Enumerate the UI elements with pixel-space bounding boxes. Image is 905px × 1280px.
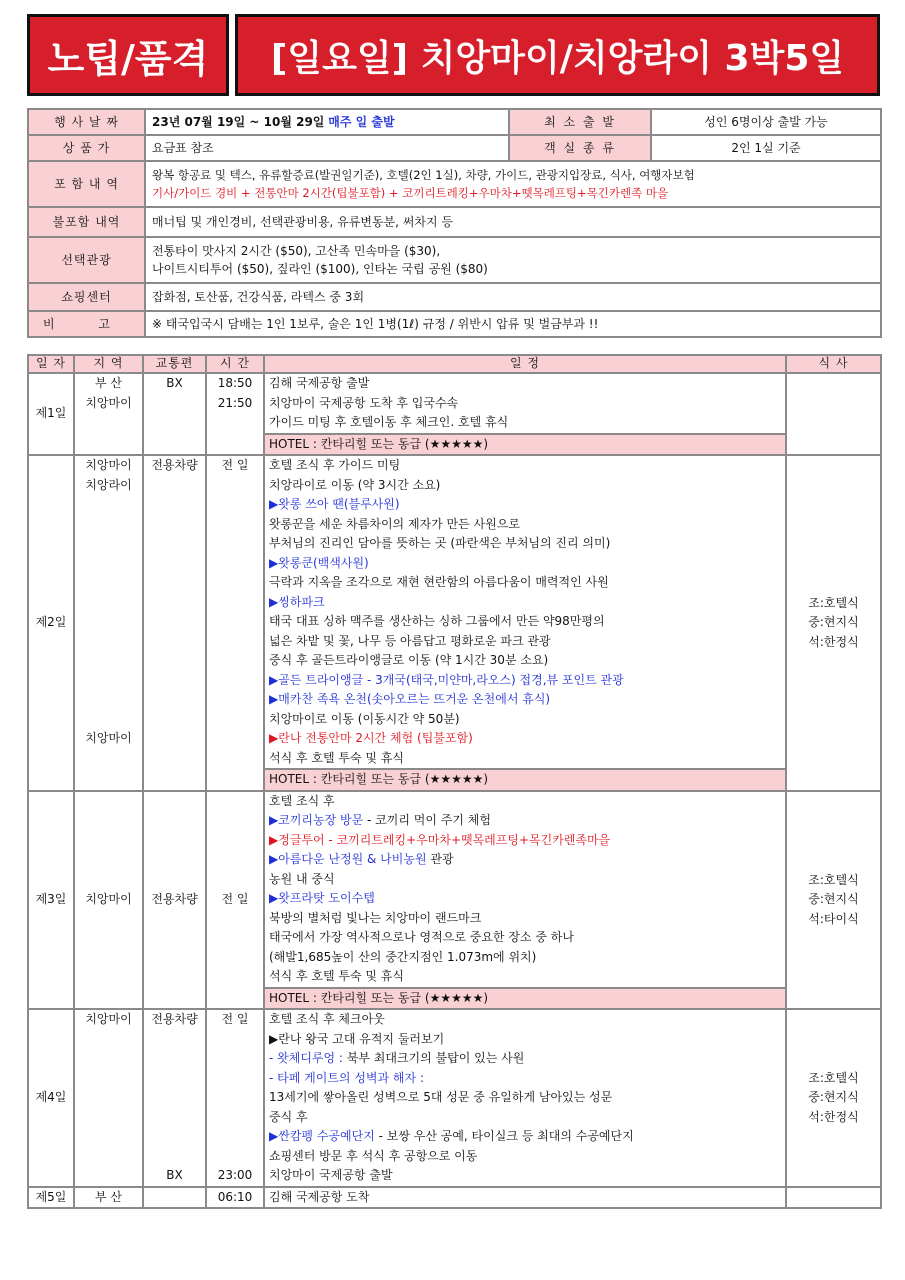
title-banner bbox=[27, 14, 880, 96]
price-value: 요금표 참조 bbox=[145, 135, 509, 161]
day1-row bbox=[28, 373, 881, 455]
header-transport: 교통편 bbox=[143, 355, 206, 373]
info-row-date bbox=[28, 109, 881, 135]
day3-meal: 조:호텔식 중:현지식 석:타이식 bbox=[786, 791, 881, 1010]
day1-hotel: HOTEL : 칸타리힐 또는 동급 (★★★★★) bbox=[265, 433, 785, 455]
info-row-price bbox=[28, 135, 881, 161]
schedule-header bbox=[28, 355, 881, 373]
day3-row bbox=[28, 791, 881, 1010]
min-label: 최 소 출 발 bbox=[509, 109, 651, 135]
header-region: 지 역 bbox=[74, 355, 143, 373]
day5-itinerary: 김해 국제공항 도착 bbox=[264, 1187, 786, 1209]
day1-meal bbox=[786, 373, 881, 455]
day2-transport: 전용차량 bbox=[143, 455, 206, 791]
info-row-excluded bbox=[28, 207, 881, 237]
day5-time: 06:10 bbox=[206, 1187, 264, 1209]
day2-meal: 조:호텔식 중:현지식 석:한정식 bbox=[786, 455, 881, 791]
info-table bbox=[27, 108, 882, 338]
header-day: 일 자 bbox=[28, 355, 74, 373]
header-meal: 식 사 bbox=[786, 355, 881, 373]
included-value: 왕복 항공료 및 텍스, 유류할증료(발권일기준), 호텔(2인 1실), 차량, 가이드, 관광지입장료, 식사, 여행자보험 기사/가이드 경비 + 전통안마 2시간(팁불포함) + 코끼리트레킹+우마차+뗏목레프팅+목긴카렌족 마을 bbox=[145, 161, 881, 207]
day4-meal: 조:호텔식 중:현지식 석:한정식 bbox=[786, 1009, 881, 1187]
header-time: 시 간 bbox=[206, 355, 264, 373]
day2-hotel: HOTEL : 칸타리힐 또는 동급 (★★★★★) bbox=[265, 768, 785, 790]
optional-label: 선택관광 bbox=[28, 237, 145, 283]
day2-itinerary: 호텔 조식 후 가이드 미팅 치앙라이로 이동 (약 3시간 소요) ▶왓롱 쓰아 땐(블루사원) 왓롱꾼을 세운 차름차이의 제자가 만든 사원으로 부처님의 진리인 담아를 뜻하는 곳 (파란색은 부처님의 진리 의미) ▶왓롱쿤(백색사원) 극락과 지옥을 조각으로 재현 현란함의 아름다움이 매력적인 사원 ▶씽하파크 태국 대표 싱하 맥주를 생산하는 싱하 그룹에서 만든 약98만평의 넓은 차밭 및 꽃, 나무 등 아름답고 평화로운 파크 관광 중식 후 골든트라이앵글로 이동 (약 1시간 30분 소요) ▶골든 트라이앵글 - 3개국(태국,미얀마,라오스) 접경,뷰 포인트 관광 ▶매카찬 족욕 온천(솟아오르는 뜨거운 온천에서 휴식) 치앙마이로 이동 (이동시간 약 50분) ▶란나 전통안마 2시간 체험 (팁불포함) 석식 후 호텔 투숙 및 휴식 HOTEL : 칸타리힐 또는 동급 (★★★★★) bbox=[264, 455, 786, 791]
date-highlight: 매주 일 출발 bbox=[328, 115, 395, 129]
info-row-note bbox=[28, 311, 881, 337]
room-value: 2인 1실 기준 bbox=[651, 135, 881, 161]
day5-row bbox=[28, 1187, 881, 1209]
day1-label: 제1일 bbox=[28, 373, 74, 455]
info-row-shopping bbox=[28, 283, 881, 311]
day5-label: 제5일 bbox=[28, 1187, 74, 1209]
room-label: 객 실 종 류 bbox=[509, 135, 651, 161]
day1-itinerary: 김해 국제공항 출발 치앙마이 국제공항 도착 후 입국수속 가이드 미팅 후 호텔이동 후 체크인. 호텔 휴식 HOTEL : 칸타리힐 또는 동급 (★★★★★) bbox=[264, 373, 786, 455]
info-row-included bbox=[28, 161, 881, 207]
day2-time: 전 일 bbox=[206, 455, 264, 791]
day5-meal bbox=[786, 1187, 881, 1209]
day1-transport: BX bbox=[143, 373, 206, 455]
day2-row bbox=[28, 455, 881, 791]
day2-region: 치앙마이 치앙라이 치앙마이 bbox=[74, 455, 143, 791]
day4-transport: 전용차량 BX bbox=[143, 1009, 206, 1187]
day3-label: 제3일 bbox=[28, 791, 74, 1010]
banner-left-title: 노팁/품격 bbox=[27, 14, 229, 96]
day4-itinerary: 호텔 조식 후 체크아웃 ▶란나 왕국 고대 유적지 둘러보기 - 왓체디루엉 : 북부 최대크기의 불탑이 있는 사원 - 타페 게이트의 성벽과 해자 : 13세기에 쌓아올린 성벽으로 5대 성문 중 유일하게 남아있는 성문 중식 후 ▶싼캄펭 수공예단지 - 보쌍 우산 공예, 타이실크 등 최대의 수공예단지 쇼핑센터 방문 후 석식 후 공항으로 이동 치앙마이 국제공항 출발 bbox=[264, 1009, 786, 1187]
price-label: 상 품 가 bbox=[28, 135, 145, 161]
header-itinerary: 일 정 bbox=[264, 355, 786, 373]
info-row-optional bbox=[28, 237, 881, 283]
date-label: 행 사 날 짜 bbox=[28, 109, 145, 135]
day4-time: 전 일 23:00 bbox=[206, 1009, 264, 1187]
note-value: ※ 태국입국시 담배는 1인 1보루, 술은 1인 1병(1ℓ) 규정 / 위반시 압류 및 벌금부과 !! bbox=[145, 311, 881, 337]
banner-right-title: [일요일] 치앙마이/치앙라이 3박5일 bbox=[235, 14, 880, 96]
day5-region: 부 산 bbox=[74, 1187, 143, 1209]
day4-region: 치앙마이 bbox=[74, 1009, 143, 1187]
included-label: 포 함 내 역 bbox=[28, 161, 145, 207]
shopping-label: 쇼핑센터 bbox=[28, 283, 145, 311]
day4-row bbox=[28, 1009, 881, 1187]
day2-label: 제2일 bbox=[28, 455, 74, 791]
min-value: 성인 6명이상 출발 가능 bbox=[651, 109, 881, 135]
day3-transport: 전용차량 bbox=[143, 791, 206, 1010]
day3-region: 치앙마이 bbox=[74, 791, 143, 1010]
excluded-value: 매너팁 및 개인경비, 선택관광비용, 유류변동분, 써차지 등 bbox=[145, 207, 881, 237]
day4-label: 제4일 bbox=[28, 1009, 74, 1187]
day3-time: 전 일 bbox=[206, 791, 264, 1010]
date-value: 23년 07월 19일 ~ 10월 29일 매주 일 출발 bbox=[145, 109, 509, 135]
note-label: 비 고 bbox=[28, 311, 145, 337]
day1-region: 부 산 치앙마이 bbox=[74, 373, 143, 455]
day1-time: 18:50 21:50 bbox=[206, 373, 264, 455]
day3-hotel: HOTEL : 칸타리힐 또는 동급 (★★★★★) bbox=[265, 987, 785, 1009]
excluded-label: 불포함 내역 bbox=[28, 207, 145, 237]
shopping-value: 잡화점, 토산품, 건강식품, 라텍스 중 3회 bbox=[145, 283, 881, 311]
day3-itinerary: 호텔 조식 후 ▶코끼리농장 방문 - 코끼리 먹이 주기 체험 ▶정글투어 - 코끼리트레킹+우마차+뗏목레프팅+목긴카렌족마을 ▶아름다운 난정원 & 나비농원 관광 농원 내 중식 ▶왓프라탓 도이수텝 북방의 별처럼 빛나는 치앙마이 랜드마크 태국에서 가장 역사적으로나 영적으로 중요한 장소 중 하나 (해발1,685높이 산의 중간지점인 1.073m에 위치) 석식 후 호텔 투숙 및 휴식 HOTEL : 칸타리힐 또는 동급 (★★★★★) bbox=[264, 791, 786, 1010]
schedule-table bbox=[27, 354, 882, 1209]
optional-value: 전통타이 맛사지 2시간 ($50), 고산족 민속마을 ($30), 나이트시티투어 ($50), 짚라인 ($100), 인타논 국립 공원 ($80) bbox=[145, 237, 881, 283]
day5-transport bbox=[143, 1187, 206, 1209]
